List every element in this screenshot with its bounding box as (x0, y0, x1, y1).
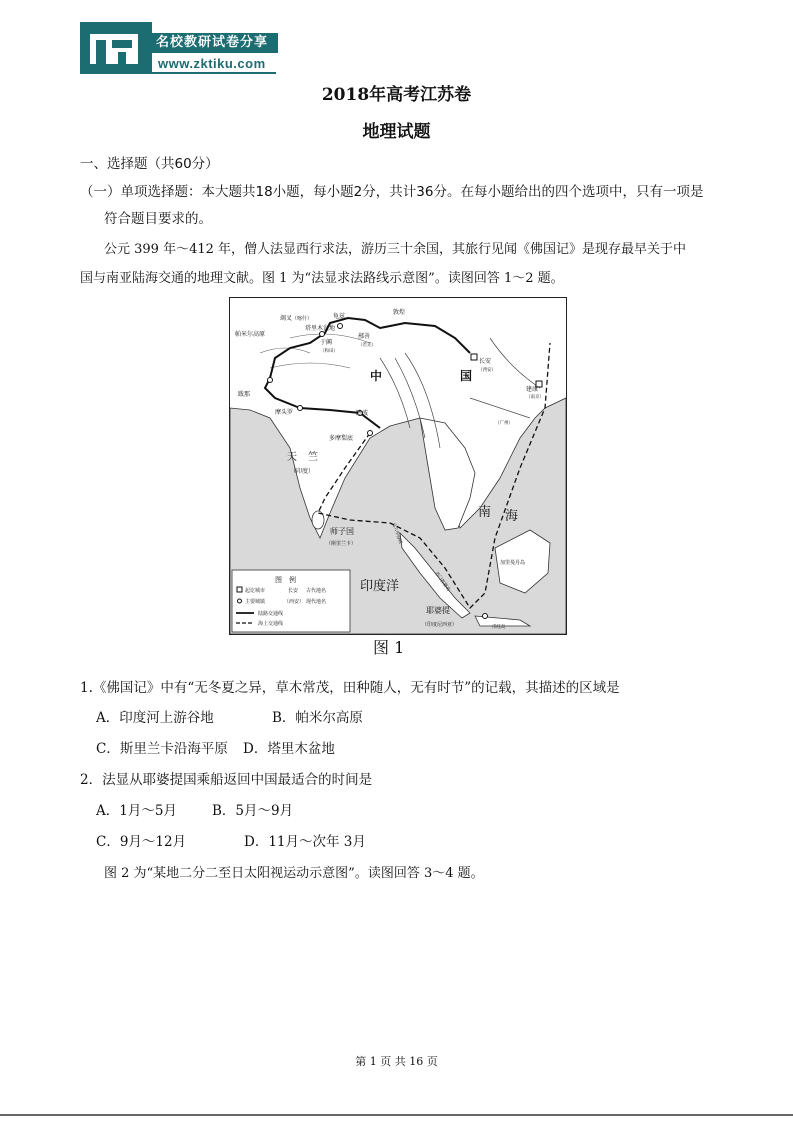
label-tarim: 塔里木盆地 (305, 325, 336, 332)
label-khotan-modern: （和田） (320, 349, 338, 354)
question-2-option-d: D．11月～次年 3月 (244, 834, 366, 850)
section-heading: 一、选择题（共60分） (80, 156, 219, 172)
part-instruction-line1: （一）单项选择题：本大题共18小题，每小题2分，共计36分。在每小题给出的四个选项中，只有一项是 (80, 184, 704, 200)
label-yavadvipa-modern: （印度尼西亚） (422, 622, 458, 628)
label-china-2: 国 (460, 369, 473, 383)
label-shanshan-modern: （若羌） (358, 343, 376, 348)
legend-start-city: 起讫城市 (245, 588, 266, 594)
label-java: 爪哇岛 (492, 625, 506, 630)
question-2-option-c: C．9月～12月 (96, 834, 187, 850)
label-jiankang-modern: （南京） (526, 395, 544, 400)
label-changan: 长安 (479, 358, 492, 365)
bottom-divider (0, 1114, 793, 1116)
legend-ancient-name: 古代地名 (306, 588, 327, 594)
label-mathura: 摩头罗 (275, 409, 294, 416)
label-ceylon: 师子国 (330, 527, 354, 536)
label-tianzhu-2: 竺 (308, 452, 318, 463)
label-zhan: 瞻波 (356, 410, 369, 417)
label-south-sea-1: 南 (478, 505, 492, 520)
label-china-1: 中 (370, 369, 383, 383)
legend-start-city-example: 长安 (288, 588, 299, 594)
label-south-sea-2: 海 (505, 509, 519, 524)
legend-sea-route: 海上交通线 (258, 621, 284, 627)
legend-modern-name: 现代地名 (306, 599, 327, 605)
label-kashgar-modern: （喀什） (292, 316, 313, 322)
question-1-option-b: B．帕米尔高原 (272, 710, 363, 726)
label-pugu: 跋那 (238, 391, 251, 398)
legend-main-town-example: （西安） (284, 599, 305, 605)
intro-paragraph-2: 图 2 为“某地二分二至日太阳视运动示意图”。读图回答 3～4 题。 (104, 866, 484, 881)
question-2-option-b: B．5月～9月 (212, 803, 294, 819)
logo-icon (80, 22, 152, 72)
question-2-option-a: A．1月～5月 (96, 803, 177, 819)
route-map (229, 297, 567, 635)
label-changan-modern: （西安） (478, 368, 496, 373)
label-india: （印度） (290, 468, 315, 475)
changan-marker (471, 354, 477, 360)
logo-divider (80, 72, 276, 74)
question-1-option-d: D．塔里木盆地 (243, 741, 335, 757)
legend-main-town: 主要城镇 (245, 599, 266, 605)
label-pamir: 帕米尔高原 (235, 331, 266, 338)
question-1-option-a: A．印度河上游谷地 (96, 710, 214, 726)
figure-caption: 图 1 (373, 638, 405, 657)
label-sumatra: 苏门答腊岛 (433, 571, 451, 593)
label-khotan: 于阗 (320, 339, 333, 346)
legend-land-route: 陆路交通线 (258, 611, 284, 617)
label-dunhuang: 敦煌 (393, 309, 406, 316)
question-1-option-c: C．斯里兰卡沿海平原 (96, 741, 228, 757)
label-yavadvipa: 耶婆提 (426, 606, 450, 615)
intro-paragraph-line2: 国与南亚陆海交通的地理文献。图 1 为“法显求法路线示意图”。读图回答 1～2 题。 (80, 271, 564, 286)
logo-brand: 名校教研试卷分享 (150, 33, 278, 53)
question-2-stem: 2．法显从耶婆提国乘船返回中国最适合的时间是 (80, 772, 373, 788)
label-shanshan: 鄯善 (358, 333, 371, 340)
label-kashgar: 竭叉 (280, 315, 293, 322)
legend-title: 图 例 (275, 576, 296, 584)
page-footer: 第 1 页 共 16 页 (355, 1055, 438, 1068)
logo-url: www.zktiku.com (158, 56, 266, 71)
label-tuoluo: 多摩梨底 (329, 435, 354, 442)
page-title: 2018年高考江苏卷 (321, 85, 472, 105)
label-malacca: 马六甲海峡 (390, 521, 403, 545)
label-tianzhu-1: 天 (287, 452, 297, 463)
label-guangzhou: （广州） (495, 421, 513, 426)
intro-paragraph-line1: 公元 399 年～412 年，僧人法显西行求法，游历三十余国，其旅行见闻《佛国记》是现存最早关于中 (104, 242, 687, 257)
map-legend (232, 570, 350, 632)
label-indian-ocean: 印度洋 (360, 579, 400, 594)
part-instruction-line2: 符合题目要求的。 (104, 211, 212, 227)
label-guizi: 龟兹 (333, 313, 346, 320)
label-kalimantan: 加里曼丹岛 (500, 560, 526, 566)
label-ceylon-modern: （斯里兰卡） (326, 541, 357, 547)
question-1-stem: 1.《佛国记》中有“无冬夏之异，草木常茂，田种随人，无有时节”的记载，其描述的区域是 (80, 680, 620, 696)
label-jiankang: 建康 (526, 386, 539, 393)
page-subtitle: 地理试题 (362, 122, 431, 142)
